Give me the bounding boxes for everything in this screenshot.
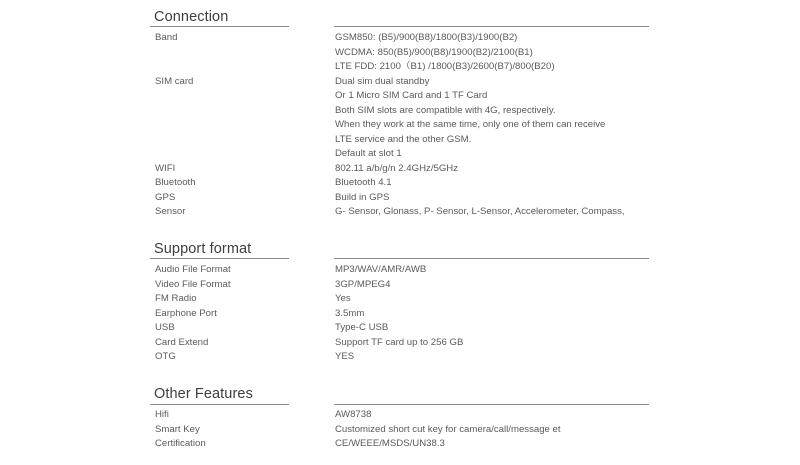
spec-label: Earphone Port	[155, 307, 217, 319]
spec-label: Band	[155, 32, 178, 43]
spec-value: G- Sensor, Glonass, P- Sensor, L-Sensor, Accelerometer, Compass,	[335, 206, 625, 217]
spec-value: Yes	[335, 293, 351, 304]
section-divider-left	[150, 404, 289, 405]
spec-row	[0, 350, 800, 365]
spec-row	[0, 205, 800, 220]
spec-label: Video File Format	[155, 278, 231, 290]
spec-label: OTG	[155, 351, 176, 362]
spec-label: FM Radio	[155, 293, 197, 304]
spec-value: 3.5mm	[335, 307, 365, 319]
section-title: Other Features	[154, 386, 253, 402]
spec-row	[0, 336, 800, 351]
spec-row	[0, 321, 800, 336]
spec-label: Bluetooth	[155, 177, 196, 188]
spec-value: 802.11 a/b/g/n 2.4GHz/5GHz	[335, 162, 459, 174]
spec-row	[0, 408, 800, 423]
section-divider-left	[150, 26, 289, 27]
spec-value: LTE service and the other GSM.	[335, 133, 472, 145]
spec-value: Support TF card up to 256 GB	[335, 336, 464, 348]
spec-row	[0, 278, 800, 293]
spec-value: Both SIM slots are compatible with 4G, respectively.	[335, 104, 556, 116]
spec-value: Customized short cut key for camera/call/message et	[335, 423, 561, 435]
spec-label: SIM card	[155, 75, 194, 87]
spec-row	[0, 423, 800, 438]
spec-value: 3GP/MPEG4	[335, 278, 391, 290]
spec-row	[0, 263, 800, 278]
section-title: Support format	[154, 241, 252, 257]
section-divider-left	[150, 258, 289, 259]
spec-value: LTE FDD: 2100（B1) /1800(B3)/2600(B7)/800(B20)	[335, 61, 555, 72]
spec-label: Card Extend	[155, 336, 209, 348]
spec-row	[0, 75, 800, 162]
spec-label: WIFI	[155, 162, 176, 174]
spec-value: Type-C USB	[335, 322, 389, 333]
spec-row	[0, 292, 800, 307]
section-divider-right	[334, 26, 649, 27]
section-divider-right	[334, 258, 649, 259]
spec-value: WCDMA: 850(B5)/900(B8)/1900(B2)/2100(B1)	[335, 46, 533, 58]
spec-value: Default at slot 1	[335, 148, 402, 159]
spec-row	[0, 162, 800, 177]
section-divider-right	[334, 404, 649, 405]
spec-row	[0, 31, 800, 75]
spec-value: CE/WEEE/MSDS/UN38.3	[335, 438, 445, 449]
spec-value: AW8738	[335, 409, 372, 420]
spec-label: Sensor	[155, 206, 186, 217]
spec-row	[0, 191, 800, 206]
spec-value: GSM850: (B5)/900(B8)/1800(B3)/1900(B2)	[335, 32, 518, 43]
spec-label: Hifi	[155, 409, 169, 420]
spec-label: USB	[155, 322, 175, 333]
spec-value: Bluetooth 4.1	[335, 177, 392, 188]
spec-value: Build in GPS	[335, 191, 390, 203]
spec-row	[0, 176, 800, 191]
spec-value: Or 1 Micro SIM Card and 1 TF Card	[335, 90, 488, 101]
spec-value: YES	[335, 351, 355, 362]
spec-value: When they work at the same time, only one of them can receive	[335, 119, 606, 130]
spec-label: Audio File Format	[155, 264, 231, 275]
spec-label: Certification	[155, 438, 206, 449]
spec-row	[0, 307, 800, 322]
spec-value: Dual sim dual standby	[335, 75, 430, 87]
spec-label: Smart Key	[155, 423, 200, 435]
spec-label: GPS	[155, 191, 176, 203]
section-title: Connection	[154, 9, 229, 25]
spec-row	[0, 437, 800, 452]
spec-value: MP3/WAV/AMR/AWB	[335, 264, 427, 275]
